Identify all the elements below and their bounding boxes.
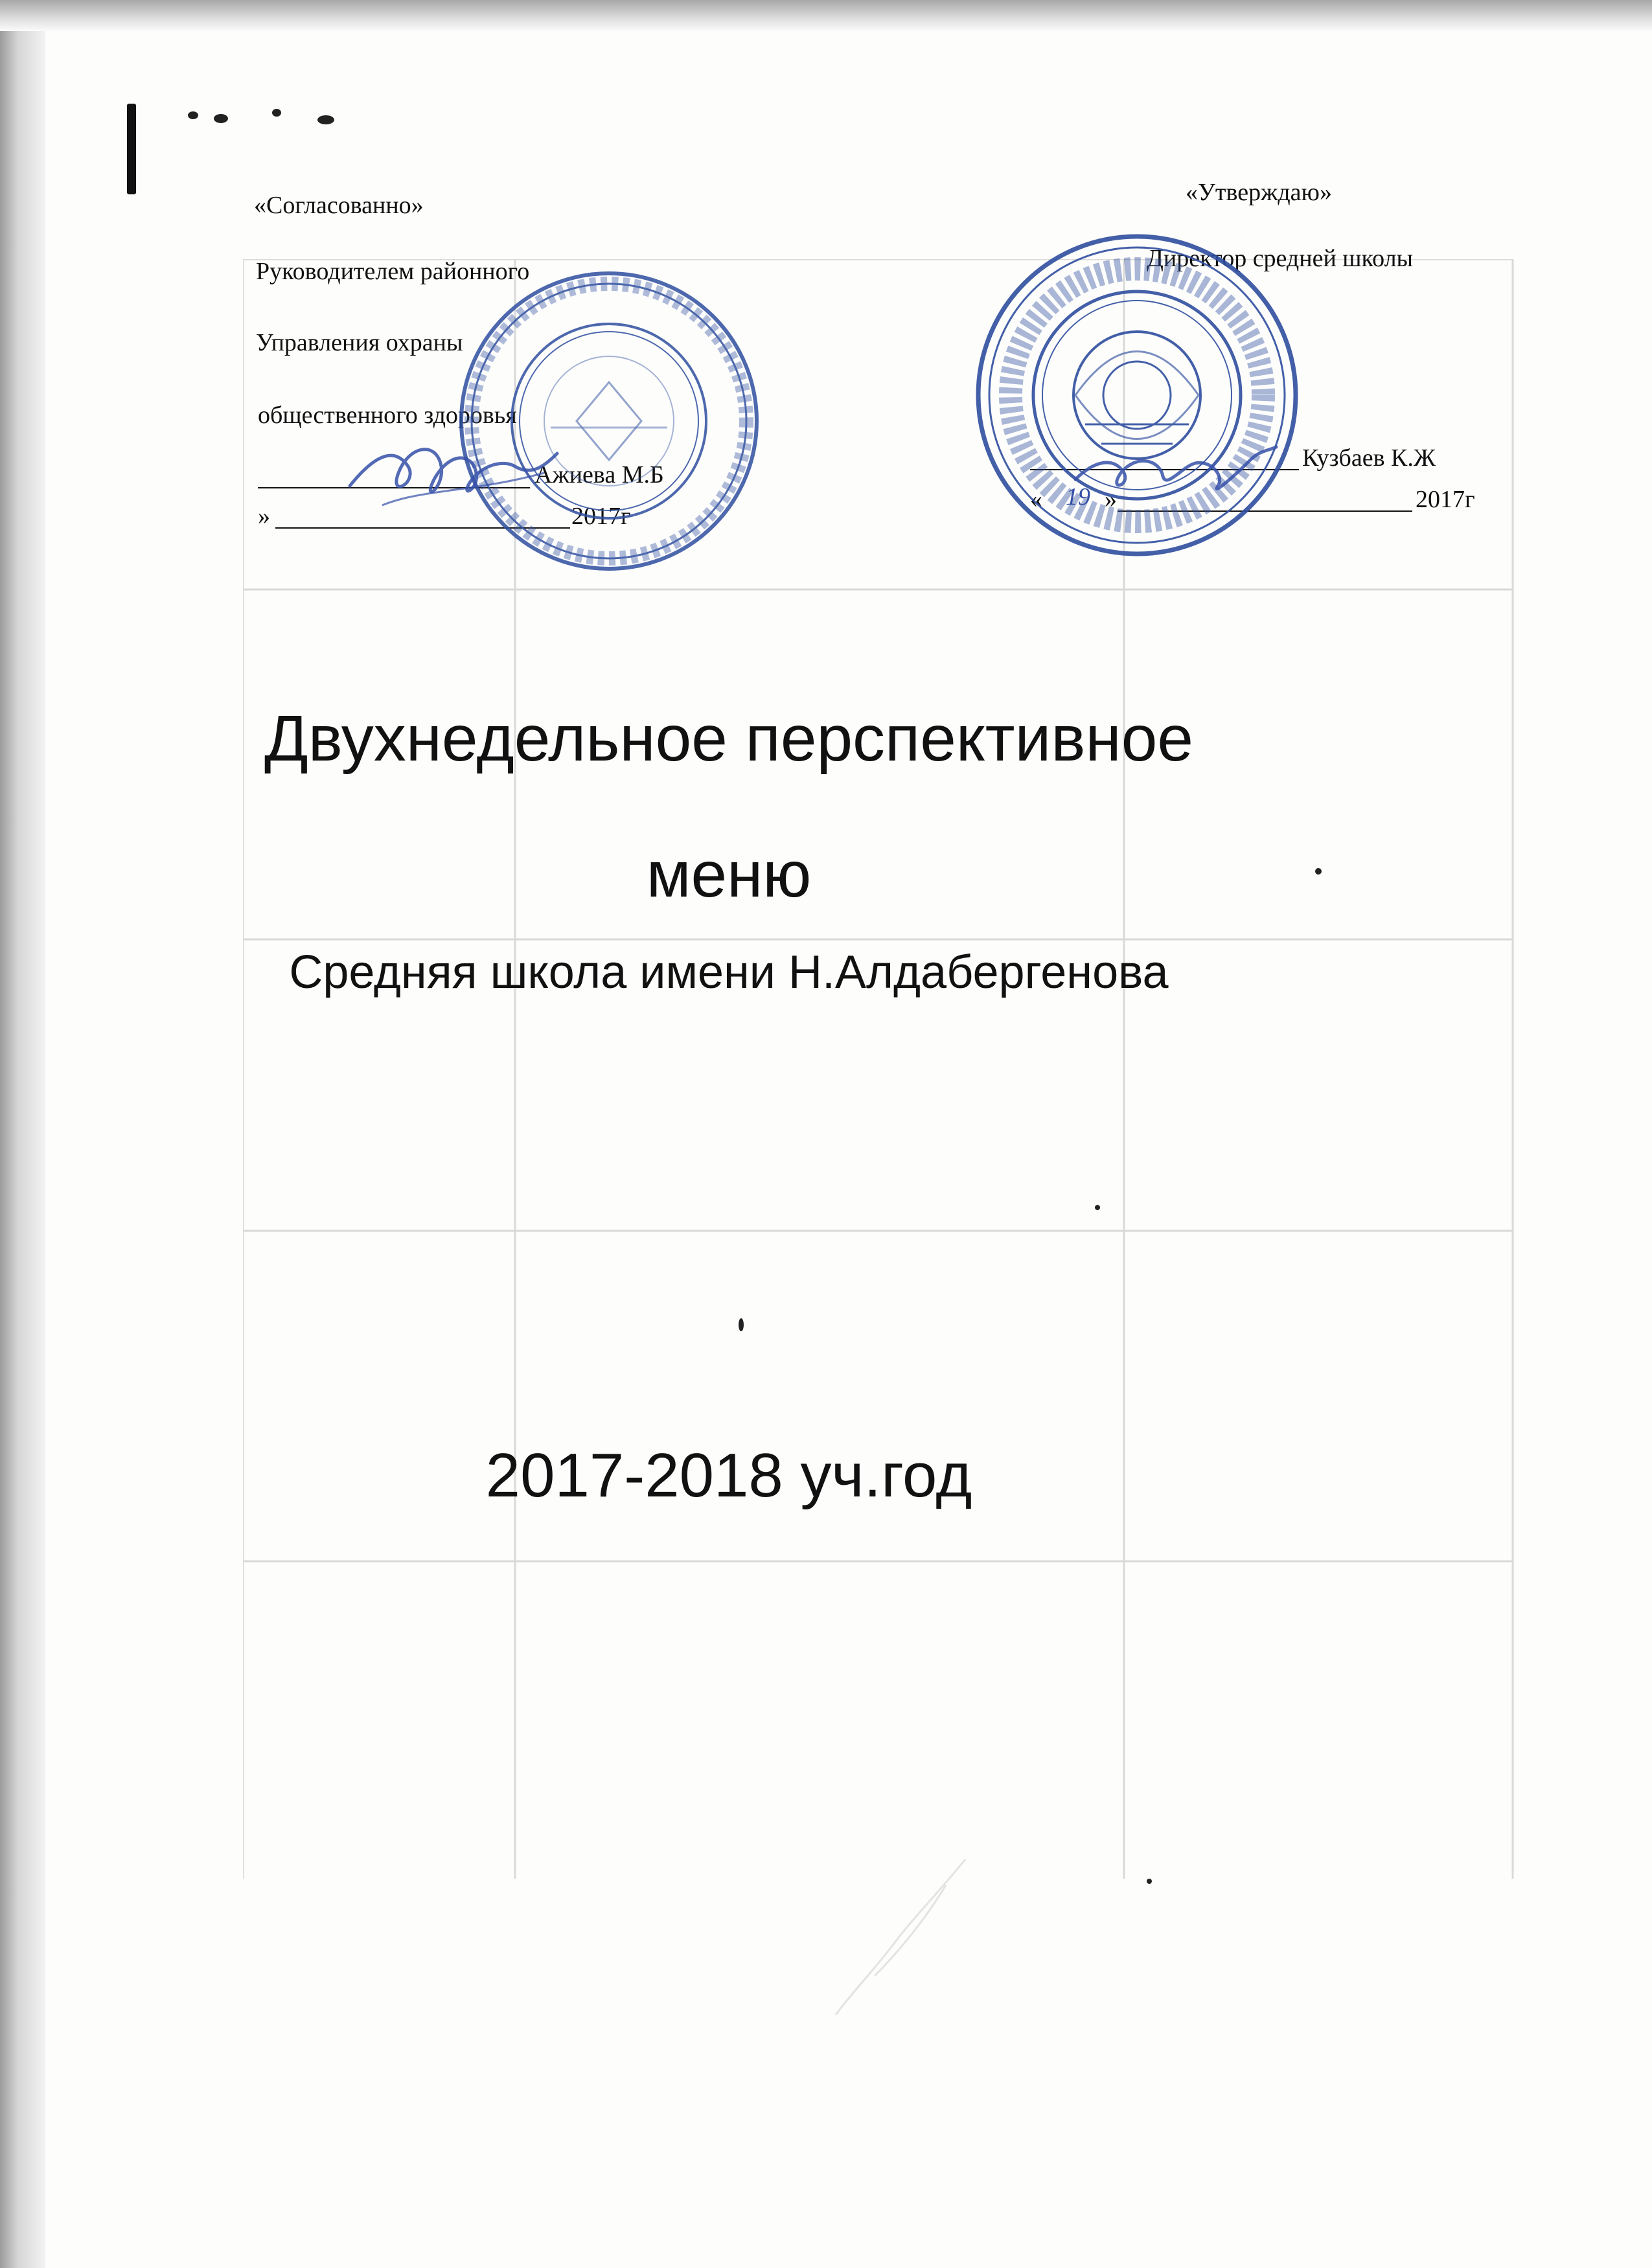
approve-heading: «Утверждаю» (1186, 179, 1332, 206)
approve-date-close: » (1105, 486, 1117, 513)
scan-speck (1095, 1205, 1100, 1210)
scan-speck (272, 109, 281, 117)
agreed-date-year: 2017г (571, 503, 631, 530)
scan-speck (214, 114, 228, 123)
school-name: Средняя школа имени Н.Алдабергенова (289, 946, 1169, 998)
scan-mark (127, 104, 136, 194)
document-title-line-1: Двухнедельное перспективное (264, 702, 1193, 775)
right-signature (1062, 428, 1283, 512)
scan-speck (317, 115, 334, 124)
approve-signatory: Кузбаев К.Ж (1302, 444, 1436, 472)
approve-date-open: « (1030, 486, 1042, 513)
agreed-line-1: Руководителем районного (256, 258, 530, 285)
scan-speck (739, 1318, 744, 1331)
approve-date-day: 19 (1066, 483, 1090, 510)
academic-year: 2017-2018 уч.год (485, 1441, 972, 1510)
scan-speck (188, 111, 198, 119)
scan-edge-left (0, 0, 45, 2268)
left-signature (337, 428, 570, 525)
agreed-heading: «Согласованно» (254, 192, 424, 219)
agreed-signatory: Ажиева М.Б (534, 461, 664, 488)
scan-speck (1147, 1879, 1152, 1884)
agreed-line-3: общественного здоровья (258, 402, 517, 429)
document-title-line-2: меню (646, 838, 812, 911)
approve-position: Директор средней школы (1147, 245, 1414, 272)
approve-date-year: 2017г (1416, 486, 1475, 513)
agreed-line-2: Управления охраны (256, 329, 463, 356)
agreed-date-prefix: » (258, 503, 270, 530)
pencil-scribble (797, 1846, 1004, 2041)
scan-edge-top (0, 0, 1652, 31)
district-seal-stamp (453, 266, 764, 577)
